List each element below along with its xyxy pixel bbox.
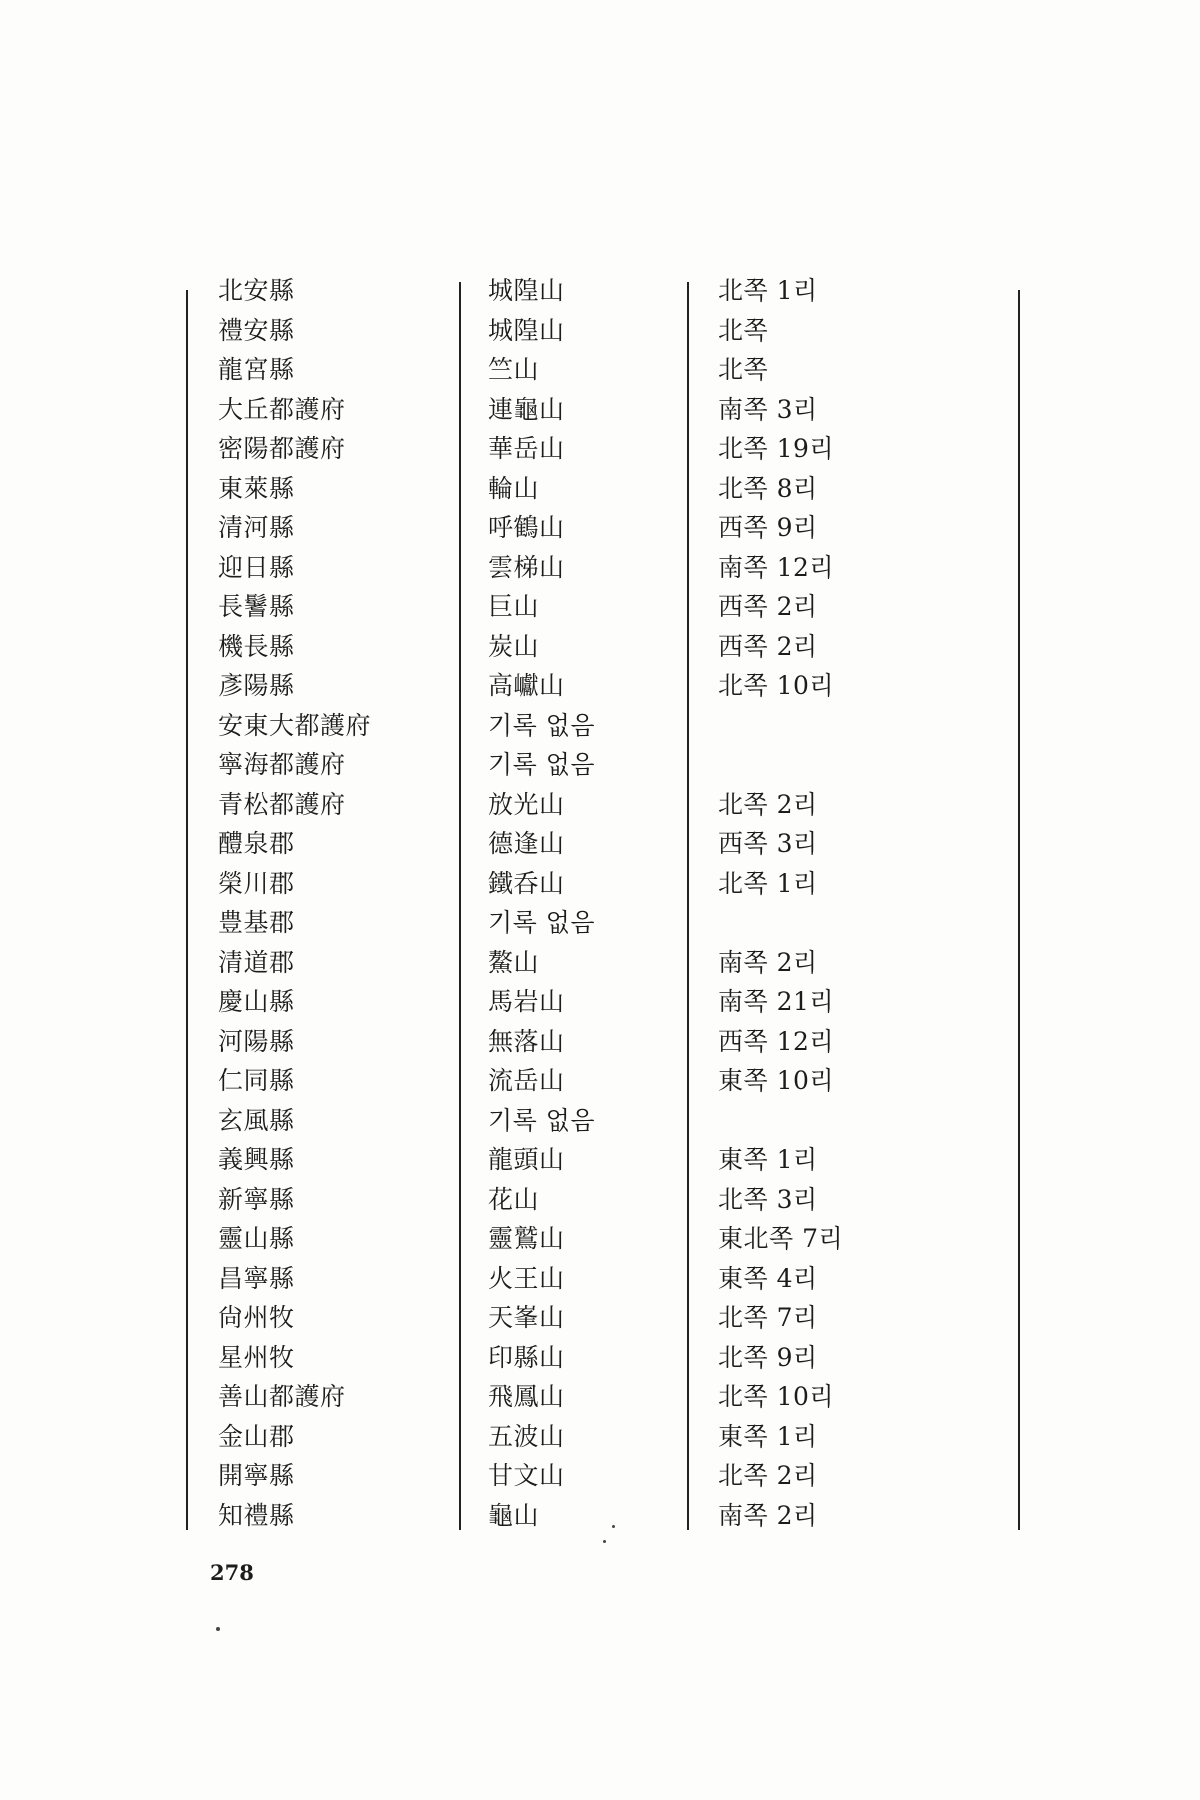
county-name-cell: 開寧縣 [218,1461,295,1490]
direction-distance-cell: 北쪽 3리 [718,1184,818,1214]
direction-distance-cell: 北쪽 1리 [718,868,818,898]
direction-distance-cell: 南쪽 2리 [718,1500,818,1530]
mountain-name-cell: 高巘山 [488,671,565,700]
direction-distance-cell: 北쪽 [718,355,769,384]
direction-distance-cell: 北쪽 [718,315,769,345]
direction-distance-cell: 東쪽 10리 [718,1066,835,1095]
mountain-name-cell: 華岳山 [488,434,565,463]
table-row [0,706,1200,746]
mountain-name-cell: 德逢山 [488,829,565,858]
mountain-name-cell: 鰲山 [488,947,540,977]
table-row [0,1140,1200,1180]
county-name-cell: 慶山縣 [218,987,295,1016]
table-row [0,666,1200,706]
direction-distance-cell: 北쪽 7리 [718,1303,818,1332]
mountain-name-cell: 竺山 [488,355,540,384]
direction-distance-cell: 北쪽 9리 [718,1342,818,1372]
mountain-name-cell: 流岳山 [488,1066,565,1095]
county-name-cell: 東萊縣 [218,473,295,503]
table-row [0,1377,1200,1417]
mountain-name-cell: 天峯山 [488,1303,565,1332]
county-name-cell: 尙州牧 [218,1303,295,1332]
ink-speck [216,1627,220,1631]
table-row [0,508,1200,548]
county-name-cell: 昌寧縣 [218,1263,295,1293]
county-name-cell: 彥陽縣 [218,671,295,700]
direction-distance-cell: 南쪽 3리 [718,394,818,424]
table-row [0,824,1200,864]
table-row [0,350,1200,390]
table-row [0,1456,1200,1496]
mountain-name-cell: 雲梯山 [488,552,565,582]
mountain-name-cell: 火王山 [488,1263,565,1293]
mountain-name-cell: 飛鳳山 [488,1382,565,1411]
mountain-name-cell: 城隍山 [488,315,565,345]
county-name-cell: 迎日縣 [218,552,295,582]
direction-distance-cell: 北쪽 10리 [718,1382,835,1411]
table-row [0,1259,1200,1299]
table-row [0,903,1200,943]
county-name-cell: 大丘都護府 [218,394,346,424]
table-row [0,271,1200,311]
table-row [0,1061,1200,1101]
mountain-name-cell: 連龜山 [488,394,565,424]
county-name-cell: 禮安縣 [218,315,295,345]
mountain-name-cell: 鐵呑山 [488,868,565,898]
county-name-cell: 金山郡 [218,1421,295,1451]
county-name-cell: 北安縣 [218,276,295,305]
mountain-name-cell: 城隍山 [488,276,565,305]
county-name-cell: 河陽縣 [218,1026,295,1056]
table-row [0,390,1200,430]
county-name-cell: 善山都護府 [218,1382,346,1411]
direction-distance-cell: 東쪽 4리 [718,1263,818,1293]
county-name-cell: 清道郡 [218,947,295,977]
direction-distance-cell: 南쪽 12리 [718,552,835,582]
mountain-name-cell: 輪山 [488,473,540,503]
direction-distance-cell: 西쪽 12리 [718,1026,835,1056]
county-name-cell: 龍宮縣 [218,355,295,384]
table-row [0,627,1200,667]
table-row [0,943,1200,983]
table-row [0,982,1200,1022]
county-name-cell: 知禮縣 [218,1500,295,1530]
mountain-name-cell: 呼鶴山 [488,513,565,542]
direction-distance-cell: 西쪽 2리 [718,631,818,661]
table-row [0,1496,1200,1536]
ink-speck [612,1525,615,1528]
direction-distance-cell: 北쪽 2리 [718,1461,818,1490]
table-row [0,745,1200,785]
table-row [0,785,1200,825]
mountain-name-cell: 靈鷲山 [488,1224,565,1253]
county-name-cell: 榮川郡 [218,868,295,898]
table-row [0,1022,1200,1062]
direction-distance-cell: 北쪽 19리 [718,434,835,463]
direction-distance-cell: 西쪽 3리 [718,829,818,858]
mountain-name-cell: 龍頭山 [488,1145,565,1174]
county-name-cell: 仁同縣 [218,1066,295,1095]
table-row [0,429,1200,469]
direction-distance-cell: 西쪽 2리 [718,592,818,621]
mountain-name-cell: 기록 없음 [488,710,596,740]
county-name-cell: 清河縣 [218,513,295,542]
mountain-name-cell: 甘文山 [488,1461,565,1490]
county-name-cell: 義興縣 [218,1145,295,1174]
county-name-cell: 密陽都護府 [218,434,346,463]
county-name-cell: 安東大都護府 [218,710,372,740]
direction-distance-cell: 東北쪽 7리 [718,1224,844,1253]
county-name-cell: 長鬐縣 [218,592,295,621]
page-number: 278 [210,1560,254,1585]
mountain-name-cell: 馬岩山 [488,987,565,1016]
direction-distance-cell: 西쪽 9리 [718,513,818,542]
ink-speck [603,1540,606,1543]
county-name-cell: 青松都護府 [218,789,346,819]
table-row [0,311,1200,351]
table-row [0,1219,1200,1259]
direction-distance-cell: 北쪽 8리 [718,473,818,503]
county-name-cell: 寧海都護府 [218,750,346,779]
direction-distance-cell: 東쪽 1리 [718,1421,818,1451]
county-name-cell: 醴泉郡 [218,829,295,858]
mountain-name-cell: 기록 없음 [488,908,596,937]
table-row [0,469,1200,509]
county-name-cell: 星州牧 [218,1342,295,1372]
mountain-name-cell: 花山 [488,1184,540,1214]
direction-distance-cell: 北쪽 10리 [718,671,835,700]
county-name-cell: 新寧縣 [218,1184,295,1214]
table-row [0,1180,1200,1220]
county-name-cell: 機長縣 [218,631,295,661]
table-row [0,864,1200,904]
mountain-name-cell: 기록 없음 [488,1105,596,1135]
table-row [0,1298,1200,1338]
county-name-cell: 玄風縣 [218,1105,295,1135]
direction-distance-cell: 南쪽 21리 [718,987,835,1016]
table-row [0,1338,1200,1378]
direction-distance-cell: 北쪽 1리 [718,276,818,305]
county-name-cell: 豊基郡 [218,908,295,937]
direction-distance-cell: 東쪽 1리 [718,1145,818,1174]
county-mountain-table [0,271,1200,1535]
mountain-name-cell: 炭山 [488,631,540,661]
table-row [0,1101,1200,1141]
table-row [0,1417,1200,1457]
mountain-name-cell: 放光山 [488,789,565,819]
mountain-name-cell: 龜山 [488,1500,540,1530]
mountain-name-cell: 巨山 [488,592,540,621]
county-name-cell: 靈山縣 [218,1224,295,1253]
direction-distance-cell: 北쪽 2리 [718,789,818,819]
direction-distance-cell: 南쪽 2리 [718,947,818,977]
table-row [0,587,1200,627]
mountain-name-cell: 無落山 [488,1026,565,1056]
mountain-name-cell: 五波山 [488,1421,565,1451]
mountain-name-cell: 기록 없음 [488,750,596,779]
table-row [0,548,1200,588]
mountain-name-cell: 印縣山 [488,1342,565,1372]
